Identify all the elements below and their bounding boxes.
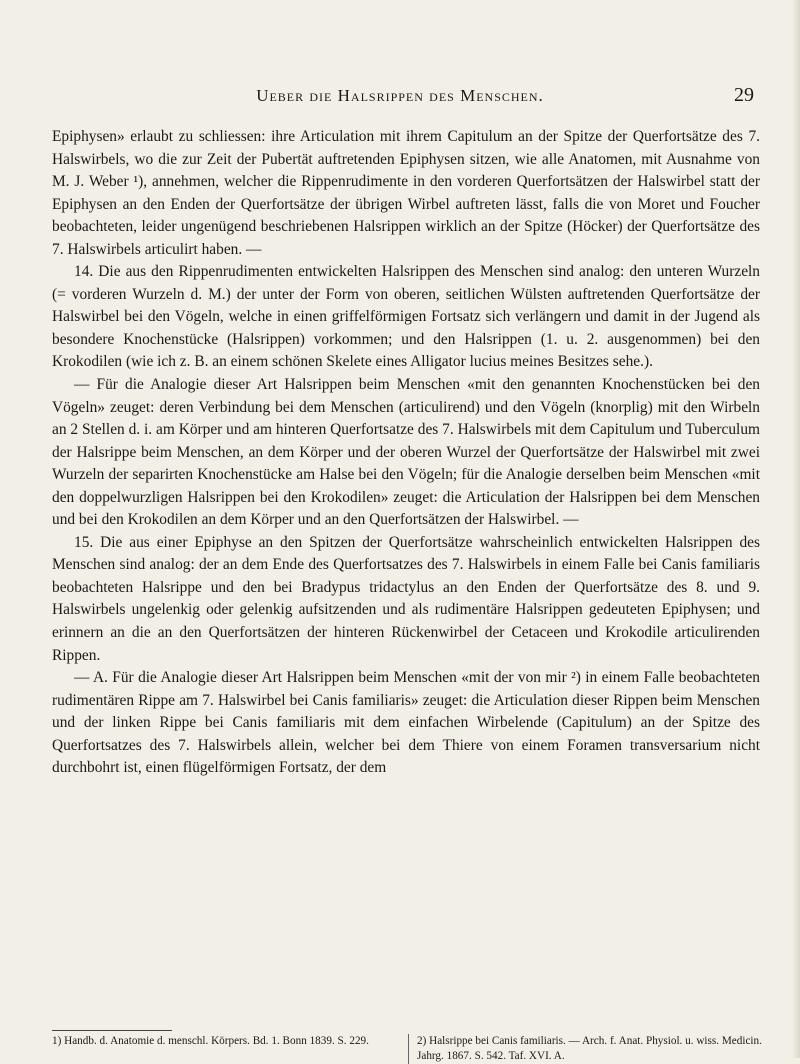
page-number: 29 — [734, 84, 754, 106]
footnote-2: 2) Halsrippe bei Canis familiaris. — Arch. f. Anat. Physiol. u. wiss. Medicin. Jahrg. 1867. S. 542. Taf. XVI. A. — [408, 1034, 769, 1064]
body-text — [52, 126, 760, 780]
paragraph-2: 14. Die aus den Rippenrudimenten entwickelten Halsrippen des Menschen sind analog: den unteren Wurzeln (= vorderen Wurzeln d. M.) der unter der Form von oberen, seitlichen Wülsten auftretenden Querfortsätze der Halswirbel bei den Vögeln, welche in einen griffelförmigen Fortsatz sich verlängern und damit in der Jugend als besondere Knochenstücke (Halsrippen) vorkommen; und den Halsrippen (1. u. 2. ausgenommen) bei den Krokodilen (wie ich z. B. an einem schönen Skelete eines Alligator lucius meines Besitzes sehe.). — [52, 263, 760, 371]
running-title: Ueber die Halsrippen des Menschen. — [256, 86, 544, 105]
page-edge-shadow — [792, 0, 800, 1058]
paragraph-5: — A. Für die Analogie dieser Art Halsrippen beim Menschen «mit der von mir ²) in einem Falle beobachteten rudimentären Rippe am 7. Halswirbel bei Canis familiaris» zeuget: die Articulation dieser Rippen beim Menschen und der linken Rippe bei Canis familiaris mit dem einfachen Wirbelende (Capitulum) an der Spitze des Querfortsatzes des 7. Halswirbels allein, welcher bei dem Thiere von einem Foramen transversarium nicht durchbohrt ist, einen flügelförmigen Fortsatz, der dem — [52, 669, 760, 777]
paragraph-1: Epiphysen» erlaubt zu schliessen: ihre Articulation mit ihrem Capitulum an der Spitze der Querfortsätze des 7. Halswirbels, wo die zur Zeit der Pubertät auftretenden Epiphysen sitzen, wie alle Anatomen, mit Ausnahme von M. J. Weber ¹), annehmen, welcher die Rippenrudimente in den vorderen Querfortsätzen der Halswirbel statt der Epiphysen an den Enden der Querfortsätze der übrigen Wirbel auftreten lässt, falls die von Moret und Foucher beobachteten, leider ungenügend beschriebenen Halsrippen wirklich an der Spitze (Höcker) der Querfortsätze des 7. Halswirbels articulirt haben. — — [52, 128, 760, 258]
footnote-rule — [52, 1030, 172, 1031]
paragraph-3: — Für die Analogie dieser Art Halsrippen beim Menschen «mit den genannten Knochenstücken bei den Vögeln» zeuget: deren Verbindung bei dem Menschen (articulirend) und den Vögeln (knorplig) mit den Wirbeln an 2 Stellen d. i. am Körper und am hinteren Querfortsatze des 7. Halswirbels mit dem Capitulum und Tuberculum der Halsrippe beim Menschen, an dem Körper und der oberen Wurzel der Querfortsätze der Halswirbel mit zwei Wurzeln der separirten Knochenstücke am Halse bei den Vögeln; für die Analogie derselben beim Menschen «mit den doppelwurzligen Halsrippen bei den Krokodilen» zeuget: die Articulation der Halsrippen bei dem Menschen und bei den Krokodilen an dem Körper und an den Querfortsätzen der Halswirbel. — — [52, 376, 760, 529]
page-header — [44, 86, 756, 110]
footnote-1: 1) Handb. d. Anatomie d. menschl. Körpers. Bd. 1. Bonn 1839. S. 229. — [52, 1035, 369, 1047]
paragraph-4: 15. Die aus einer Epiphyse an den Spitzen der Querfortsätze wahrscheinlich entwickelten Halsrippen des Menschen sind analog: der an dem Ende des Querfortsatzes des 7. Halswirbels in einem Falle bei Canis familiaris beobachteten Halsrippe und den bei Bradypus tridactylus an den Enden der Querfortsätze des 8. und 9. Halswirbels ungelenkig oder gelenkig aufsitzenden und als rudimentäre Halsrippen gedeuteten Epiphysen; und erinnern an die an den Querfortsätzen der hinteren Rückenwirbel der Cetaceen und Krokodile articulirenden Rippen. — [52, 533, 760, 664]
